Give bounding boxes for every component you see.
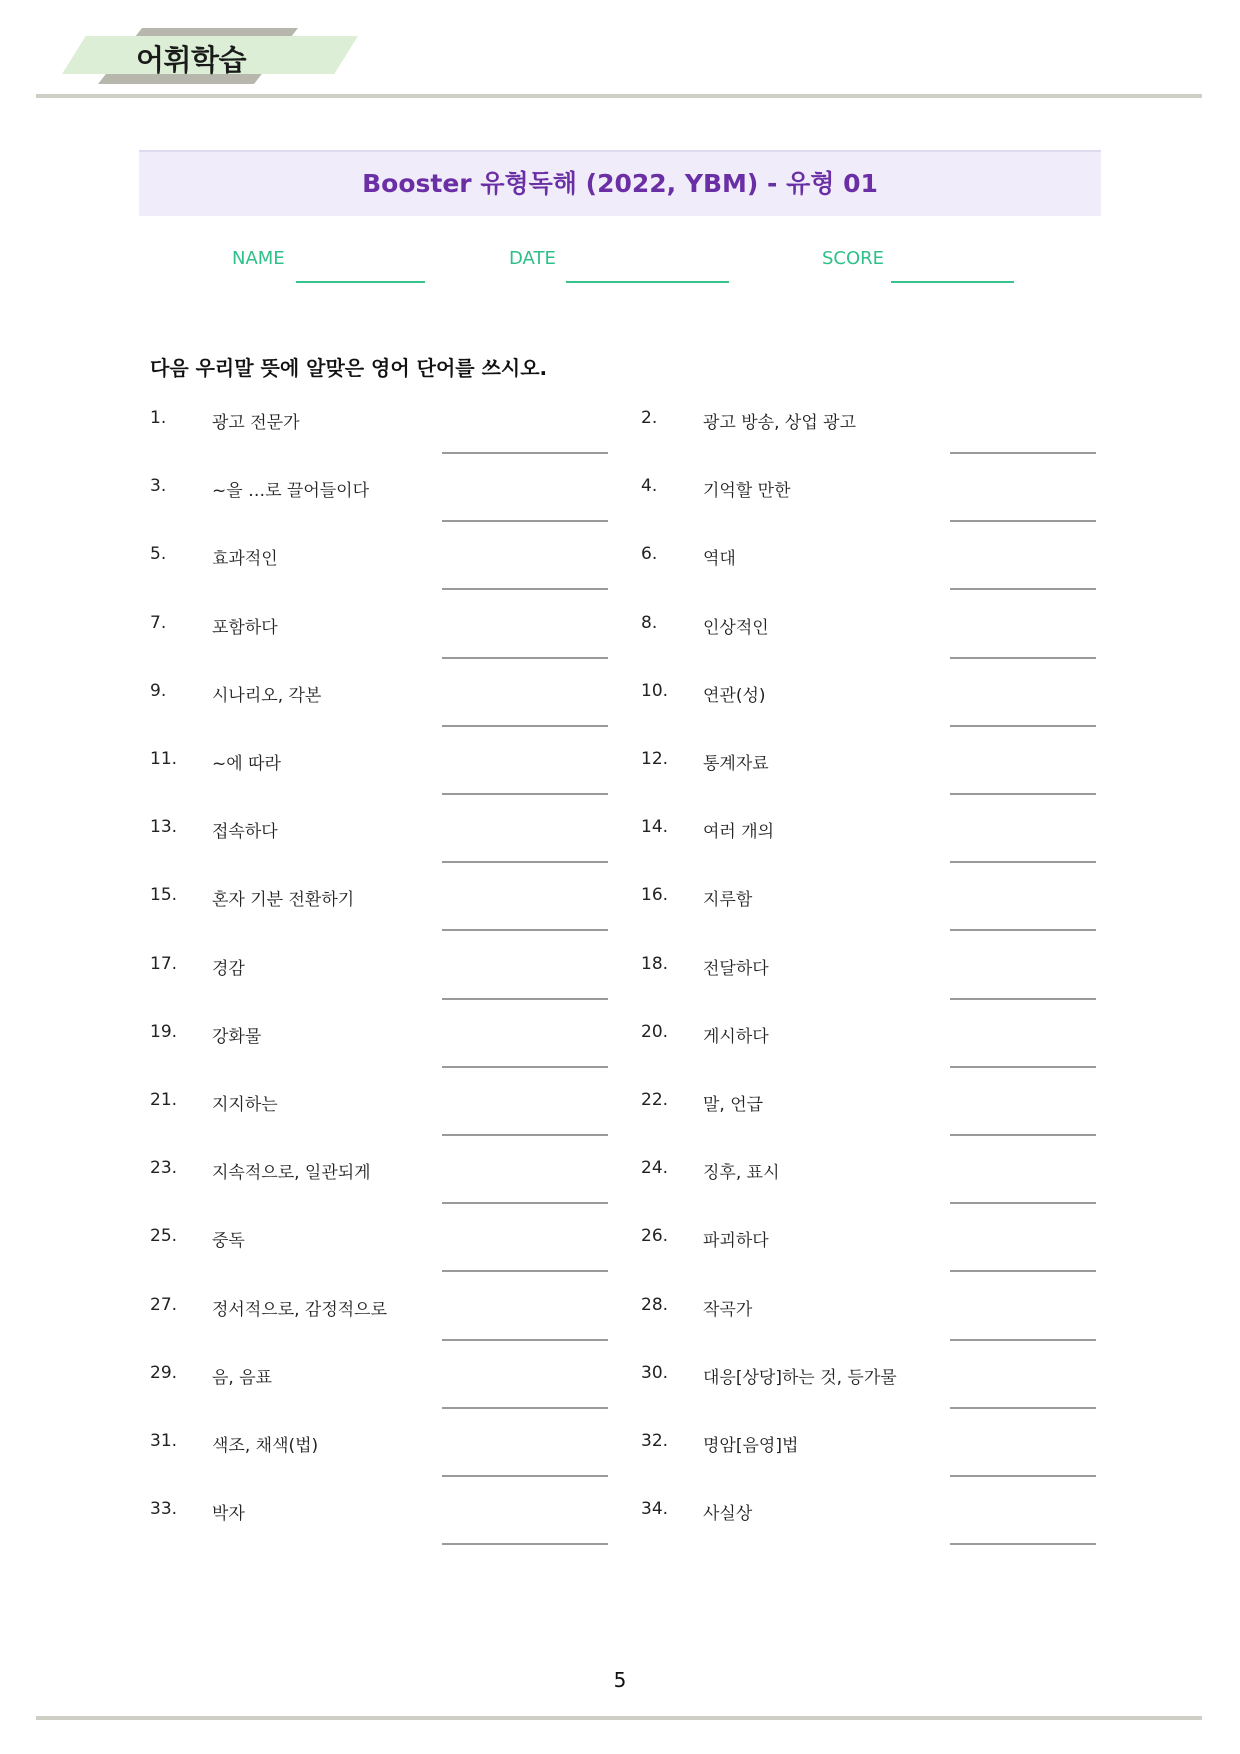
korean-meaning: 강화물	[212, 1027, 262, 1047]
answer-line[interactable]	[442, 1407, 608, 1409]
answer-line[interactable]	[442, 1543, 608, 1545]
item-number: 30.	[641, 1363, 669, 1383]
korean-meaning: 파괴하다	[703, 1231, 769, 1251]
item-number: 1.	[150, 408, 167, 428]
answer-line[interactable]	[442, 725, 608, 727]
item-number: 24.	[641, 1158, 669, 1178]
answer-line[interactable]	[950, 861, 1096, 863]
korean-meaning: 연관(성)	[703, 686, 766, 706]
item-number: 22.	[641, 1090, 669, 1110]
answer-line[interactable]	[950, 1543, 1096, 1545]
item-number: 12.	[641, 749, 669, 769]
korean-meaning: 음, 음표	[212, 1368, 273, 1388]
answer-line[interactable]	[442, 998, 608, 1000]
item-number: 5.	[150, 544, 167, 564]
korean-meaning: 접속하다	[212, 822, 278, 842]
answer-line[interactable]	[950, 588, 1096, 590]
item-number: 4.	[641, 476, 658, 496]
korean-meaning: 대응[상당]하는 것, 등가물	[703, 1368, 897, 1388]
item-number: 11.	[150, 749, 178, 769]
korean-meaning: ~을 …로 끌어들이다	[212, 481, 370, 501]
top-divider	[36, 94, 1202, 98]
item-number: 16.	[641, 885, 669, 905]
answer-line[interactable]	[442, 1066, 608, 1068]
item-number: 3.	[150, 476, 167, 496]
answer-line[interactable]	[950, 1339, 1096, 1341]
item-number: 28.	[641, 1295, 669, 1315]
item-number: 20.	[641, 1022, 669, 1042]
korean-meaning: 광고 전문가	[212, 413, 300, 433]
answer-line[interactable]	[442, 793, 608, 795]
date-label: DATE	[509, 248, 556, 269]
korean-meaning: 명암[음영]법	[703, 1436, 799, 1456]
answer-line[interactable]	[950, 1134, 1096, 1136]
item-number: 6.	[641, 544, 658, 564]
answer-line[interactable]	[442, 657, 608, 659]
korean-meaning: 정서적으로, 감정적으로	[212, 1300, 388, 1320]
korean-meaning: 광고 방송, 상업 광고	[703, 413, 856, 433]
answer-line[interactable]	[950, 1270, 1096, 1272]
item-number: 27.	[150, 1295, 178, 1315]
item-number: 7.	[150, 613, 167, 633]
score-label: SCORE	[822, 248, 885, 269]
item-number: 18.	[641, 954, 669, 974]
korean-meaning: 포함하다	[212, 618, 278, 638]
answer-line[interactable]	[950, 725, 1096, 727]
item-number: 21.	[150, 1090, 178, 1110]
item-number: 31.	[150, 1431, 178, 1451]
item-number: 25.	[150, 1226, 178, 1246]
answer-line[interactable]	[950, 657, 1096, 659]
answer-line[interactable]	[950, 1407, 1096, 1409]
korean-meaning: 게시하다	[703, 1027, 769, 1047]
item-number: 17.	[150, 954, 178, 974]
answer-line[interactable]	[442, 1134, 608, 1136]
item-number: 19.	[150, 1022, 178, 1042]
korean-meaning: 지속적으로, 일관되게	[212, 1163, 371, 1183]
item-number: 13.	[150, 817, 178, 837]
item-number: 32.	[641, 1431, 669, 1451]
answer-line[interactable]	[442, 520, 608, 522]
answer-line[interactable]	[950, 520, 1096, 522]
korean-meaning: 말, 언급	[703, 1095, 764, 1115]
answer-line[interactable]	[950, 452, 1096, 454]
korean-meaning: 혼자 기분 전환하기	[212, 890, 355, 910]
korean-meaning: 여러 개의	[703, 822, 775, 842]
korean-meaning: 사실상	[703, 1504, 753, 1524]
korean-meaning: 역대	[703, 549, 736, 569]
name-field-line[interactable]	[296, 281, 425, 283]
korean-meaning: 시나리오, 각본	[212, 686, 322, 706]
korean-meaning: 중독	[212, 1231, 245, 1251]
answer-line[interactable]	[950, 1066, 1096, 1068]
answer-line[interactable]	[950, 1475, 1096, 1477]
item-number: 14.	[641, 817, 669, 837]
item-number: 29.	[150, 1363, 178, 1383]
section-title: 어휘학습	[136, 43, 247, 77]
date-field-line[interactable]	[566, 281, 729, 283]
answer-line[interactable]	[442, 1270, 608, 1272]
korean-meaning: 징후, 표시	[703, 1163, 780, 1183]
answer-line[interactable]	[442, 1475, 608, 1477]
answer-line[interactable]	[442, 588, 608, 590]
item-number: 33.	[150, 1499, 178, 1519]
korean-meaning: 색조, 채색(법)	[212, 1436, 319, 1456]
korean-meaning: 인상적인	[703, 618, 769, 638]
answer-line[interactable]	[950, 793, 1096, 795]
score-field-line[interactable]	[891, 281, 1014, 283]
instruction-text: 다음 우리말 뜻에 알맞은 영어 단어를 쓰시오.	[150, 356, 548, 380]
korean-meaning: 효과적인	[212, 549, 278, 569]
answer-line[interactable]	[442, 1202, 608, 1204]
answer-line[interactable]	[950, 1202, 1096, 1204]
bottom-divider	[36, 1716, 1202, 1720]
korean-meaning: 지지하는	[212, 1095, 278, 1115]
item-number: 9.	[150, 681, 167, 701]
answer-line[interactable]	[442, 452, 608, 454]
korean-meaning: 박자	[212, 1504, 245, 1524]
korean-meaning: 전달하다	[703, 959, 769, 979]
section-badge	[62, 28, 362, 86]
korean-meaning: 경감	[212, 959, 245, 979]
worksheet-title: Booster 유형독해 (2022, YBM) - 유형 01	[139, 150, 1101, 216]
answer-line[interactable]	[442, 929, 608, 931]
item-number: 26.	[641, 1226, 669, 1246]
korean-meaning: 통계자료	[703, 754, 769, 774]
item-number: 8.	[641, 613, 658, 633]
answer-line[interactable]	[442, 1339, 608, 1341]
name-label: NAME	[232, 248, 285, 269]
korean-meaning: ~에 따라	[212, 754, 281, 774]
item-number: 34.	[641, 1499, 669, 1519]
answer-line[interactable]	[950, 998, 1096, 1000]
korean-meaning: 지루함	[703, 890, 753, 910]
page-number: 5	[613, 1668, 627, 1692]
item-number: 15.	[150, 885, 178, 905]
item-number: 10.	[641, 681, 669, 701]
item-number: 2.	[641, 408, 658, 428]
korean-meaning: 기억할 만한	[703, 481, 791, 501]
answer-line[interactable]	[442, 861, 608, 863]
item-number: 23.	[150, 1158, 178, 1178]
korean-meaning: 작곡가	[703, 1300, 753, 1320]
answer-line[interactable]	[950, 929, 1096, 931]
